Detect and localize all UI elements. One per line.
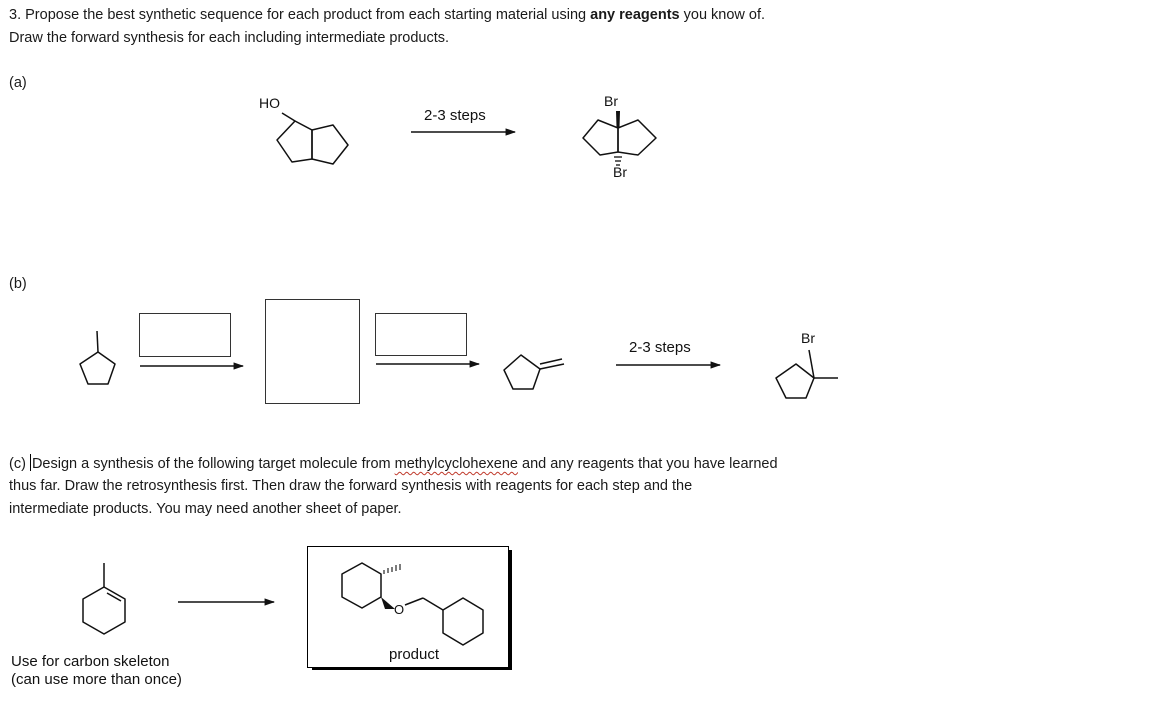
question-emphasis: any reagents [590, 7, 680, 23]
hydroxyl-label: HO [259, 95, 280, 111]
part-c-line1-c: and any reagents that you have learned [522, 456, 778, 472]
part-b-bromine-label: Br [801, 330, 815, 346]
carbon-skeleton-note-1: Use for carbon skeleton [11, 653, 170, 670]
part-a-product-structure [583, 111, 656, 165]
part-b-alkene-structure [504, 355, 564, 389]
part-c-intro: (c) [9, 456, 26, 472]
part-a-bromine-top: Br [604, 93, 618, 109]
part-c-line-2: thus far. Draw the retrosynthesis first. Then draw the forward synthesis with reagents for each step and the [9, 478, 693, 494]
oxygen-label: O [394, 602, 405, 617]
part-c-starting-material-structure [83, 563, 125, 634]
part-b-arrow-label: 2-3 steps [629, 339, 691, 356]
part-a-bromine-bottom: Br [613, 164, 627, 180]
question-text-post: you know of. [683, 7, 766, 23]
question-line-2: Draw the forward synthesis for each including intermediate products. [9, 30, 450, 46]
spellcheck-word[interactable]: methylcyclohexene [394, 456, 518, 472]
carbon-skeleton-note-2: (can use more than once) [11, 671, 182, 688]
part-a-label: (a) [9, 75, 27, 91]
part-b-product-structure [776, 350, 838, 398]
part-a-starting-material-structure [277, 113, 348, 164]
target-molecule-structure [342, 563, 483, 645]
question-number: 3. [9, 7, 22, 23]
part-b-label: (b) [9, 276, 27, 292]
part-c-line1-a: Design a synthesis of the following target molecule from [31, 456, 391, 472]
part-b-starting-material-structure [80, 331, 115, 384]
product-label: product [389, 646, 440, 663]
part-a-arrow-label: 2-3 steps [424, 107, 486, 124]
part-c-line-3: intermediate products. You may need another sheet of paper. [9, 501, 402, 517]
question-text-pre: Propose the best synthetic sequence for each product from each starting material using [25, 7, 587, 23]
